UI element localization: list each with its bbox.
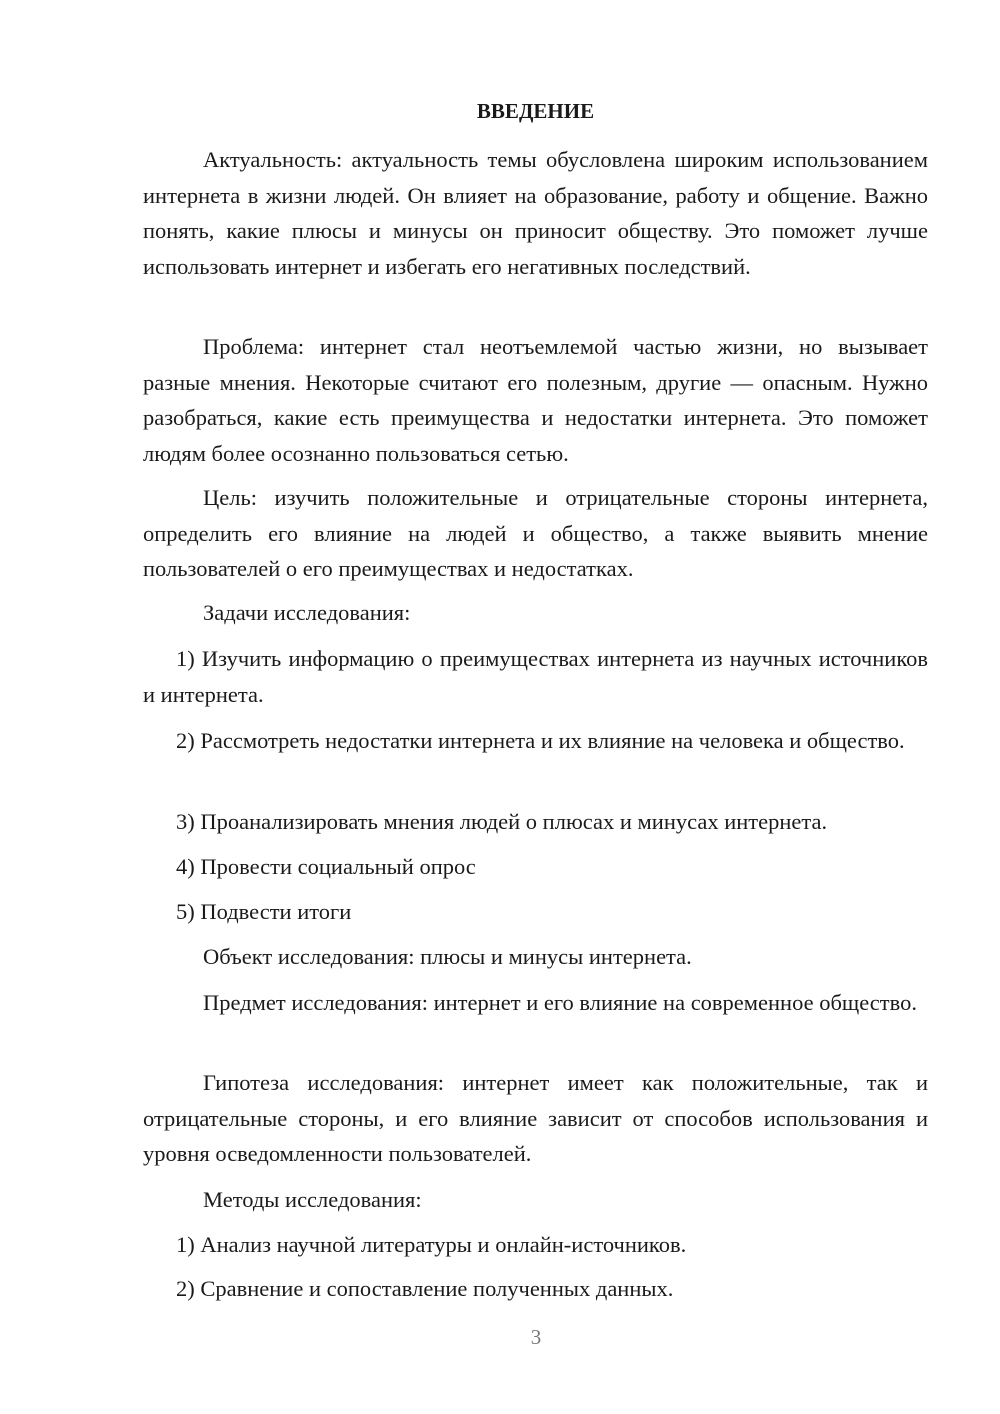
paragraph-tasks-title: Задачи исследования: [203,600,411,625]
paragraph-problem: Проблема: интернет стал неотъемлемой частью жизни, но вызывает разные мнения. Некоторые считают его полезным, другие — опасным. Нужно разобраться, какие есть преимущества и недостатки интернета. Это поможет людям более осознанно пользоваться сетью. [143,334,928,466]
page-number: 3 [530,1325,542,1349]
list-item-method-2: 2) Сравнение и сопоставление полученных данных. [176,1276,674,1301]
list-item-method-1: 1) Анализ научной литературы и онлайн-источников. [176,1232,687,1257]
paragraph-methods-title: Методы исследования: [203,1187,422,1212]
list-item-task-4: 4) Провести социальный опрос [176,854,476,879]
paragraph-object: Объект исследования: плюсы и минусы интернета. [203,944,692,969]
list-item-task-3: 3) Проанализировать мнения людей о плюсах и минусах интернета. [176,809,828,834]
section-heading: ВВЕДЕНИЕ [476,99,595,123]
paragraph-hypothesis: Гипотеза исследования: интернет имеет как положительные, так и отрицательные стороны, и его влияние зависит от способов использования и уровня осведомленности пользователей. [143,1070,928,1166]
paragraph-subject: Предмет исследования: интернет и его влияние на современное общество. [203,990,917,1015]
list-item-task-5: 5) Подвести итоги [176,899,352,924]
paragraph-relevance: Актуальность: актуальность темы обусловлена широким использованием интернета в жизни людей. Он влияет на образование, работу и общение. Важно понять, какие плюсы и минусы он приносит обществу. Это поможет лучше использовать интернет и избегать его негативных последствий. [143,147,928,279]
paragraph-goal: Цель: изучить положительные и отрицательные стороны интернета, определить его влияние на людей и общество, а также выявить мнение пользователей о его преимуществах и недостатках. [143,485,928,581]
list-item-task-2: 2) Рассмотреть недостатки интернета и их влияние на человека и общество. [176,728,905,753]
list-item-task-1: 1) Изучить информацию о преимуществах интернета из научных источников и интернета. [143,646,928,707]
